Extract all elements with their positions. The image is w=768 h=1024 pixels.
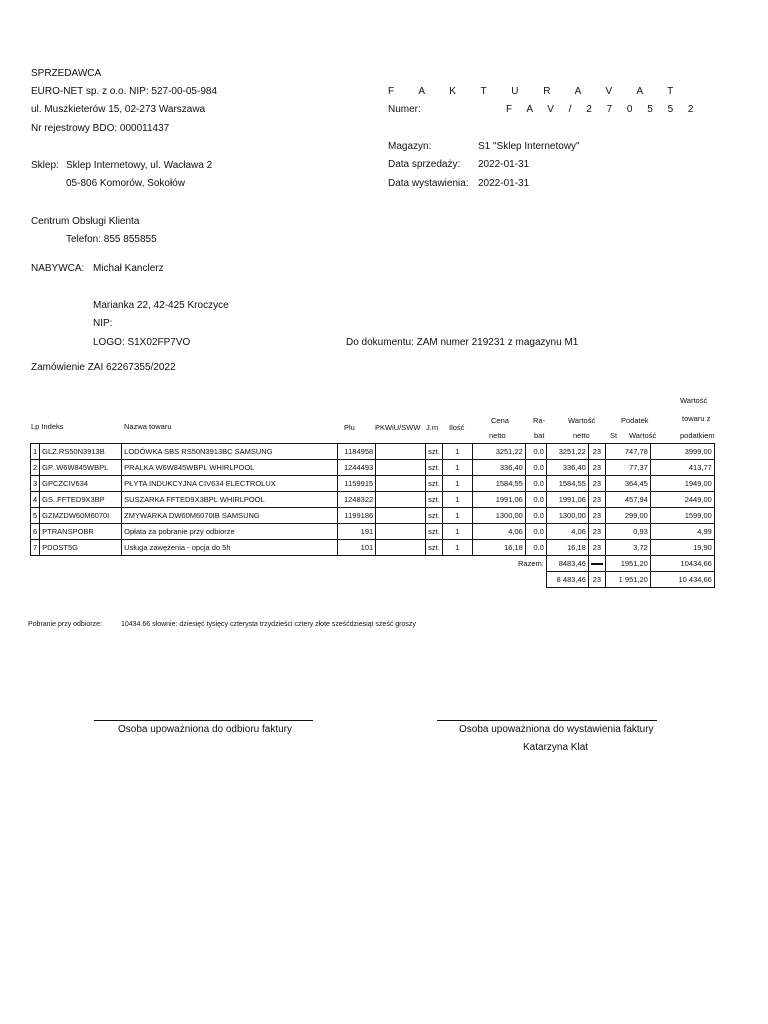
cell-index: PTRANSPOBR <box>40 524 122 540</box>
cell-qty: 1 <box>442 492 472 508</box>
header-net-a: Wartość <box>568 416 596 425</box>
invoice-title: F A K T U R A V A T <box>388 86 685 97</box>
cell-pkwiu <box>376 460 426 476</box>
cell-price: 1991,06 <box>472 492 525 508</box>
cell-price: 4,06 <box>472 524 525 540</box>
total-tax: 1951,20 <box>605 556 650 572</box>
cell-tax: 0,93 <box>605 524 650 540</box>
invoice-number: F A V / 2 7 0 5 5 2 <box>506 104 700 115</box>
cell-jm: szt. <box>426 444 443 460</box>
invoice-number-label: Numer: <box>388 104 421 115</box>
header-net-b: netto <box>573 431 590 440</box>
cell-st: 23 <box>588 460 605 476</box>
cell-tax: 3,72 <box>605 540 650 556</box>
totals-row-2 <box>31 572 715 588</box>
table-row <box>31 444 715 460</box>
header-lp-index: Lp Indeks <box>31 422 64 431</box>
table-row <box>31 508 715 524</box>
buyer-label: NABYWCA: <box>31 263 85 274</box>
cell-net: 336,40 <box>546 460 588 476</box>
cell-plu: 191 <box>338 524 376 540</box>
cell-lp: 1 <box>31 444 40 460</box>
cell-lp: 5 <box>31 508 40 524</box>
cell-price: 1584,55 <box>472 476 525 492</box>
cell-plu: 1244493 <box>338 460 376 476</box>
header-plu: Plu <box>344 423 355 432</box>
cell-plu: 101 <box>338 540 376 556</box>
header-disc-b: bat <box>534 431 545 440</box>
cell-gross: 1599,00 <box>650 508 714 524</box>
cell-gross: 19,90 <box>650 540 714 556</box>
cell-st: 23 <box>588 476 605 492</box>
cell-jm: szt. <box>426 492 443 508</box>
cell-jm: szt. <box>426 508 443 524</box>
cell-st: 23 <box>588 524 605 540</box>
total-net: 8483,46 <box>546 556 588 572</box>
buyer-address: Marianka 22, 42-425 Kroczyce <box>93 300 229 311</box>
table-row <box>31 492 715 508</box>
shop-label: Sklep: <box>31 160 59 171</box>
document-ref: Do dokumentu: ZAM numer 219231 z magazynu M1 <box>346 337 579 348</box>
cell-lp: 6 <box>31 524 40 540</box>
cell-tax: 747,78 <box>605 444 650 460</box>
warehouse-label: Magazyn: <box>388 141 432 152</box>
cell-gross: 413,77 <box>650 460 714 476</box>
cell-lp: 3 <box>31 476 40 492</box>
cell-qty: 1 <box>442 460 472 476</box>
cell-jm: szt. <box>426 476 443 492</box>
cell-lp: 4 <box>31 492 40 508</box>
header-pkwiu: PKWiU/SWW <box>375 423 421 432</box>
shop-line2: 05-806 Komorów, Sokołów <box>66 178 185 189</box>
payment-label: Pobranie przy odbiorze: <box>28 621 102 628</box>
cell-disc: 0.0 <box>525 524 546 540</box>
cell-disc: 0.0 <box>525 540 546 556</box>
receiver-signature-label: Osoba upoważniona do odbioru faktury <box>118 724 293 735</box>
cell-disc: 0.0 <box>525 476 546 492</box>
receiver-signature-line <box>94 720 313 721</box>
cell-tax: 77,37 <box>605 460 650 476</box>
cell-disc: 0.0 <box>525 508 546 524</box>
cell-index: PDOST5G <box>40 540 122 556</box>
cell-qty: 1 <box>442 444 472 460</box>
cell-tax: 299,00 <box>605 508 650 524</box>
cell-qty: 1 <box>442 524 472 540</box>
total2-gross: 10 434,66 <box>650 572 714 588</box>
total-st <box>588 556 605 572</box>
cell-qty: 1 <box>442 540 472 556</box>
cell-net: 4,06 <box>546 524 588 540</box>
cell-st: 23 <box>588 540 605 556</box>
cell-name: PRALKA W6W845WBPL WHIRLPOOL <box>122 460 338 476</box>
header-disc-a: Ra- <box>533 416 546 425</box>
cell-name: ZMYWARKA DW60M6070IB SAMSUNG <box>122 508 338 524</box>
issuer-name: Katarzyna Klat <box>523 742 589 753</box>
cell-name: PŁYTA INDUKCYJNA CIV634 ELECTROLUX <box>122 476 338 492</box>
header-qty: Ilość <box>449 423 465 432</box>
cell-plu: 1248322 <box>338 492 376 508</box>
issue-date-label: Data wystawienia: <box>388 178 469 189</box>
cell-pkwiu <box>376 476 426 492</box>
cell-qty: 1 <box>442 508 472 524</box>
cell-net: 1584,55 <box>546 476 588 492</box>
table-row <box>31 524 715 540</box>
seller-heading: SPRZEDAWCA <box>31 68 102 79</box>
totals-row <box>31 556 715 572</box>
cell-st: 23 <box>588 492 605 508</box>
cell-net: 16,18 <box>546 540 588 556</box>
cell-name: Opłata za pobranie przy odbiorze <box>122 524 338 540</box>
cell-pkwiu <box>376 540 426 556</box>
cell-net: 1300,00 <box>546 508 588 524</box>
header-gross-b: towaru z <box>682 414 711 423</box>
buyer-nip: NIP: <box>93 318 113 329</box>
cell-price: 16,18 <box>472 540 525 556</box>
total-label: Razem: <box>518 559 544 569</box>
header-price-b: netto <box>489 431 506 440</box>
cell-tax: 457,94 <box>605 492 650 508</box>
cell-plu: 1159915 <box>338 476 376 492</box>
cell-lp: 2 <box>31 460 40 476</box>
warehouse-value: S1 "Sklep Internetowy" <box>478 141 580 152</box>
total2-tax: 1 951,20 <box>605 572 650 588</box>
header-jm: J.m <box>426 423 439 432</box>
buyer-logo: LOGO: S1X02FP7VO <box>93 337 191 348</box>
cell-plu: 1184958 <box>338 444 376 460</box>
seller-address: ul. Muszkieterów 15, 02-273 Warszawa <box>31 104 206 115</box>
total2-st: 23 <box>588 572 605 588</box>
seller-name: EURO-NET sp. z o.o. NIP: 527-00-05-984 <box>31 86 218 97</box>
cell-st: 23 <box>588 508 605 524</box>
cell-name: LODÓWKA SBS RS50N3913BC SAMSUNG <box>122 444 338 460</box>
service-line2: Telefon: 855 855855 <box>66 234 157 245</box>
cell-tax: 364,45 <box>605 476 650 492</box>
header-tax-a: Podatek <box>621 416 649 425</box>
cell-index: GP..W6W845WBPL <box>40 460 122 476</box>
cell-price: 1300,00 <box>472 508 525 524</box>
service-line1: Centrum Obsługi Klienta <box>31 216 140 227</box>
cell-lp: 7 <box>31 540 40 556</box>
header-gross-a: Wartość <box>680 396 708 405</box>
payment-text: 10434.66 słownie: dziesięć tysięcy czterysta trzydzieści cztery złote sześćdziesiąt sześć groszy <box>121 621 416 628</box>
cell-gross: 3999,00 <box>650 444 714 460</box>
table-row <box>31 540 715 556</box>
header-tax-b: Wartość <box>629 431 657 440</box>
cell-index: GLZ.RS50N3913B <box>40 444 122 460</box>
cell-disc: 0.0 <box>525 444 546 460</box>
table-row <box>31 460 715 476</box>
cell-name: SUSZARKA FFTED9X3BPL WHIRLPOOL <box>122 492 338 508</box>
total-gross: 10434,66 <box>650 556 714 572</box>
invoice-items-table <box>30 443 715 588</box>
cell-pkwiu <box>376 444 426 460</box>
header-tax-st: St <box>610 431 618 440</box>
cell-disc: 0.0 <box>525 492 546 508</box>
cell-net: 1991,06 <box>546 492 588 508</box>
seller-bdo: Nr rejestrowy BDO: 000011437 <box>31 123 170 134</box>
header-gross-c: podatkiem <box>680 431 715 440</box>
cell-jm: szt. <box>426 524 443 540</box>
cell-qty: 1 <box>442 476 472 492</box>
header-name: Nazwa towaru <box>124 422 172 431</box>
table-row <box>31 476 715 492</box>
cell-st: 23 <box>588 444 605 460</box>
cell-net: 3251,22 <box>546 444 588 460</box>
cell-pkwiu <box>376 492 426 508</box>
cell-name: Usługa zawężenia - opcja do 5h <box>122 540 338 556</box>
order-ref: Zamówienie ZAI 62267355/2022 <box>31 362 176 373</box>
sale-date-label: Data sprzedaży: <box>388 159 461 170</box>
cell-jm: szt. <box>426 460 443 476</box>
total2-net: 8 483,46 <box>546 572 588 588</box>
cell-disc: 0.0 <box>525 460 546 476</box>
cell-plu: 1199186 <box>338 508 376 524</box>
cell-price: 336,40 <box>472 460 525 476</box>
cell-jm: szt. <box>426 540 443 556</box>
cell-gross: 1949,00 <box>650 476 714 492</box>
cell-gross: 2449,00 <box>650 492 714 508</box>
cell-index: GPCZCIV634 <box>40 476 122 492</box>
cell-pkwiu <box>376 524 426 540</box>
buyer-name: Michał Kanclerz <box>93 263 164 274</box>
cell-pkwiu <box>376 508 426 524</box>
header-price-a: Cena <box>491 416 509 425</box>
sale-date: 2022-01-31 <box>478 159 530 170</box>
cell-gross: 4,99 <box>650 524 714 540</box>
issuer-signature-line <box>437 720 657 721</box>
cell-price: 3251,22 <box>472 444 525 460</box>
issue-date: 2022-01-31 <box>478 178 530 189</box>
shop-line1: Sklep Internetowy, ul. Wacława 2 <box>66 160 213 171</box>
issuer-signature-label: Osoba upoważniona do wystawienia faktury <box>459 724 654 735</box>
cell-index: GZMZDW60M6070I <box>40 508 122 524</box>
cell-index: GS..FFTED9X3BP <box>40 492 122 508</box>
